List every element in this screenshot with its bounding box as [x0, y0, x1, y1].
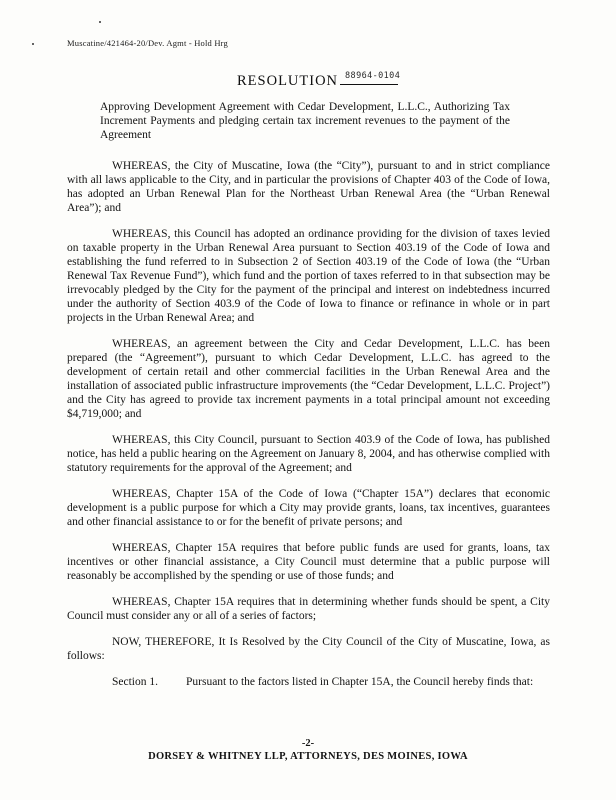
resolution-heading [237, 70, 401, 90]
scan-speck [32, 43, 34, 45]
whereas-paragraph-5: WHEREAS, Chapter 15A of the Code of Iowa (“Chapter 15A”) declares that economic development is a public purpose for which a City may provide grants, loans, tax incentives, guarantees and other financial assistance to or for the benefit of private persons; and [67, 488, 550, 528]
whereas-paragraph-3: WHEREAS, an agreement between the City and Cedar Development, L.L.C. has been prepared (the “Agreement”), pursuant to which Cedar Development, L.L.C. has agreed to the development of certain retail and other commercial facilities in the Urban Renewal Area and the installation of associated public infrastructure improvements (the “Cedar Development, L.L.C. Project”) and the City has agreed to provide tax increment payments in a total principal amount not exceeding $4,719,000; and [67, 338, 550, 420]
whereas-paragraph-1: WHEREAS, the City of Muscatine, Iowa (the “City”), pursuant to and in strict compliance with all laws applicable to the City, and in particular the provisions of Chapter 403 of the Code of Iowa, has adopted an Urban Renewal Plan for the Northeast Urban Renewal Area (the “Urban Renewal Area”); and [67, 160, 550, 214]
now-therefore-paragraph: NOW, THEREFORE, It Is Resolved by the City Council of the City of Muscatine, Iowa, as follows: [67, 636, 550, 662]
whereas-paragraph-4: WHEREAS, this City Council, pursuant to Section 403.9 of the Code of Iowa, has published notice, has held a public hearing on the Agreement on January 8, 2004, and has otherwise complied with statutory requirements for the approval of the Agreement; and [67, 434, 550, 474]
document-reference-slug: Muscatine/421464-20/Dev. Agmt - Hold Hrg [67, 38, 228, 48]
page-number: -2- [301, 738, 315, 749]
page-footer [0, 738, 616, 762]
whereas-paragraph-7: WHEREAS, Chapter 15A requires that in determining whether funds should be spent, a City Council must consider any or all of a series of factors; [67, 596, 550, 622]
resolution-number-handwritten: 88964-0104 [345, 71, 401, 81]
section-1-label: Section 1. [112, 676, 158, 688]
whereas-paragraph-6: WHEREAS, Chapter 15A requires that before public funds are used for grants, loans, tax incentives or other financial assistance, a City Council must determine that a public purpose will reasonably be accomplished by the spending or use of those funds; and [67, 542, 550, 582]
document-body [67, 100, 550, 689]
resolution-number-line [340, 70, 401, 85]
whereas-paragraph-2: WHEREAS, this Council has adopted an ordinance providing for the division of taxes levied on taxable property in the Urban Renewal Area pursuant to Section 403.19 of the Code of Iowa and establishing the fund referred to in Subsection 2 of Section 403.19 of the Code of Iowa (the “Urban Renewal Tax Revenue Fund”), which fund and the portion of taxes referred to in that subsection may be irrevocably pledged by the City for the payment of the principal and interest on indebtedness incurred under the authority of Section 403.9 of the Code of Iowa to finance or refinance in whole or in part projects in the Urban Renewal Area; and [67, 228, 550, 324]
section-1-text: Pursuant to the factors listed in Chapter 15A, the Council hereby finds that: [186, 676, 534, 688]
resolution-title: Approving Development Agreement with Cedar Development, L.L.C., Authorizing Tax Increment Payments and pledging certain tax increment revenues to the payment of the Agreement [100, 101, 510, 141]
law-firm-line: DORSEY & WHITNEY LLP, ATTORNEYS, DES MOINES, IOWA [148, 751, 468, 762]
scan-speck [99, 21, 101, 23]
section-1-paragraph [67, 675, 550, 689]
resolution-label: RESOLUTION [237, 73, 339, 89]
